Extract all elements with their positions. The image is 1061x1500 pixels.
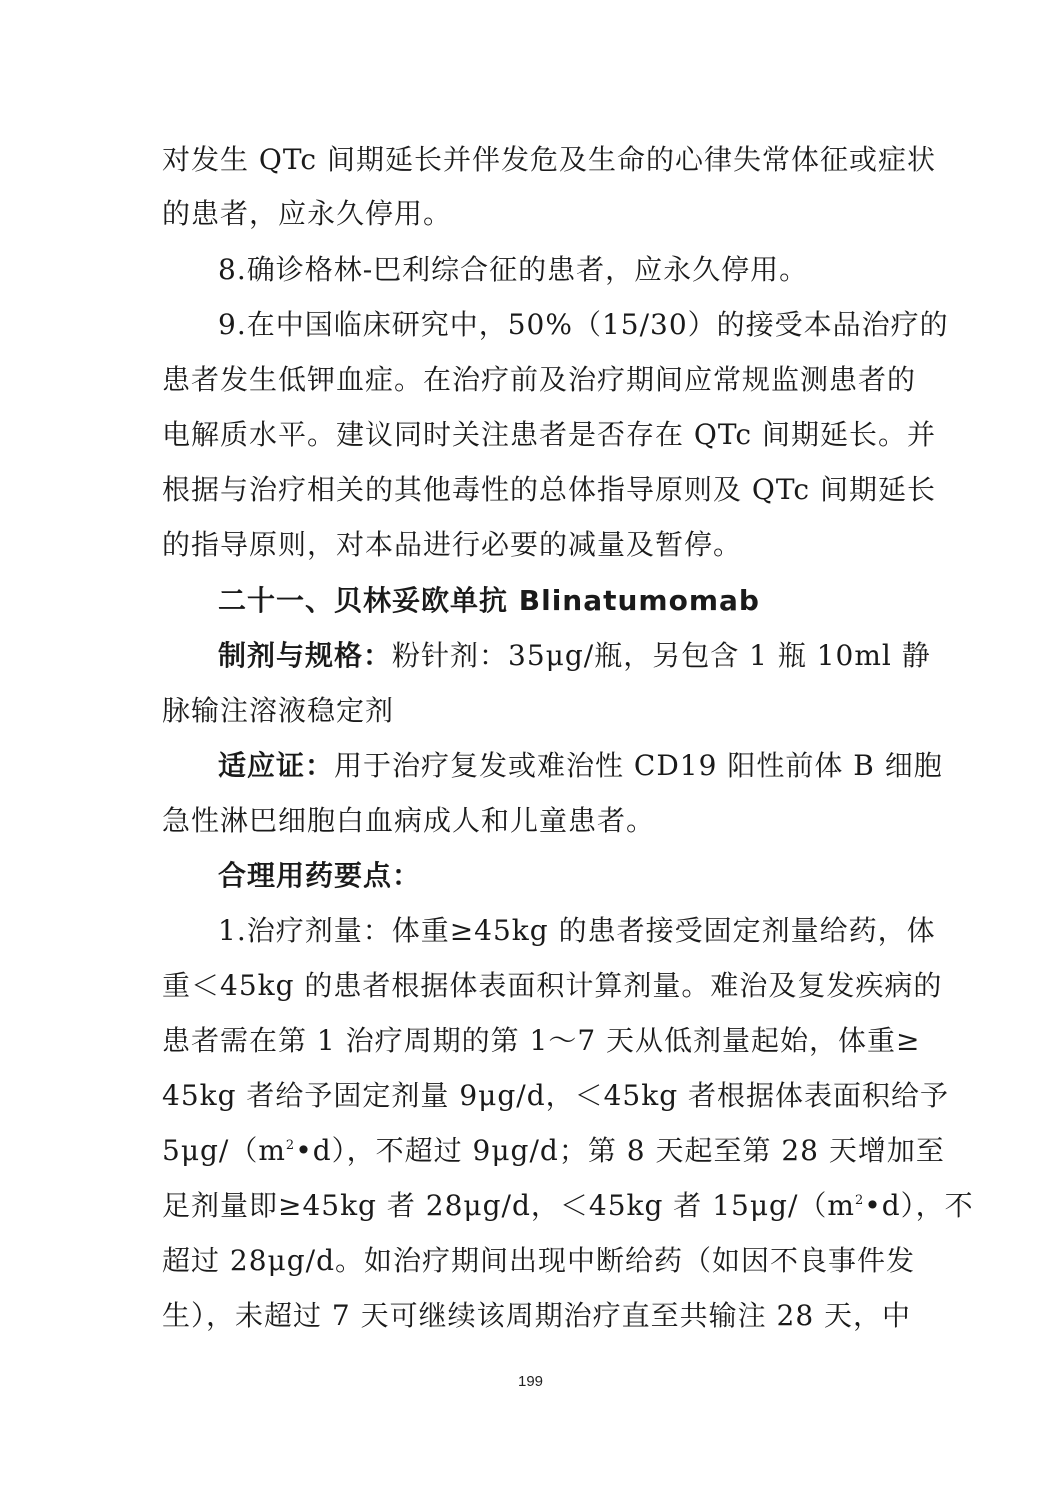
text-segment: 5μg/（m xyxy=(162,1134,286,1167)
text-line: 急性淋巴细胞白血病成人和儿童患者。 xyxy=(162,804,656,837)
spec-label: 制剂与规格： xyxy=(218,639,393,672)
text-line xyxy=(162,1188,974,1224)
text-line xyxy=(162,1133,945,1169)
indication-line xyxy=(218,748,943,784)
text-line: 9.在中国临床研究中，50%（15/30）的接受本品治疗的 xyxy=(218,308,949,341)
text-line: 重＜45kg 的患者根据体表面积计算剂量。难治及复发疾病的 xyxy=(162,969,943,1002)
indication-text: 用于治疗复发或难治性 CD19 阳性前体 B 细胞 xyxy=(334,749,943,782)
text-segment: 足剂量即≥45kg 者 28μg/d，＜45kg 者 15μg/（m xyxy=(162,1189,855,1222)
page-number: 199 xyxy=(517,1373,544,1390)
superscript: 2 xyxy=(285,1138,296,1153)
text-line: 45kg 者给予固定剂量 9μg/d，＜45kg 者根据体表面积给予 xyxy=(162,1079,950,1112)
text-line: 患者发生低钾血症。在治疗前及治疗期间应常规监测患者的 xyxy=(162,363,917,396)
superscript: 2 xyxy=(854,1193,865,1208)
text-line: 脉输注溶液稳定剂 xyxy=(162,694,395,727)
text-line: 生），未超过 7 天可继续该周期治疗直至共输注 28 天，中 xyxy=(162,1299,912,1332)
indication-label: 适应证： xyxy=(218,749,335,782)
text-line: 的患者，应永久停用。 xyxy=(162,197,453,230)
text-line: 的指导原则，对本品进行必要的减量及暂停。 xyxy=(162,528,743,561)
text-segment: •d），不超过 9μg/d；第 8 天起至第 28 天增加至 xyxy=(295,1134,945,1167)
points-label: 合理用药要点： xyxy=(218,859,422,892)
text-line: 8.确诊格林-巴利综合征的患者，应永久停用。 xyxy=(218,253,809,286)
text-line: 电解质水平。建议同时关注患者是否存在 QTc 间期延长。并 xyxy=(162,418,936,451)
text-line: 根据与治疗相关的其他毒性的总体指导原则及 QTc 间期延长 xyxy=(162,473,936,506)
text-line: 对发生 QTc 间期延长并伴发危及生命的心律失常体征或症状 xyxy=(162,143,936,176)
spec-line xyxy=(218,638,931,674)
text-segment: •d），不 xyxy=(864,1189,974,1222)
text-line: 超过 28μg/d。如治疗期间出现中断给药（如因不良事件发 xyxy=(162,1244,916,1277)
text-line: 患者需在第 1 治疗周期的第 1～7 天从低剂量起始，体重≥ xyxy=(162,1024,921,1057)
text-line: 1.治疗剂量：体重≥45kg 的患者接受固定剂量给药，体 xyxy=(218,914,936,947)
section-heading: 二十一、贝林妥欧单抗 Blinatumomab xyxy=(218,584,760,617)
spec-text: 粉针剂：35μg/瓶，另包含 1 瓶 10ml 静 xyxy=(392,639,931,672)
